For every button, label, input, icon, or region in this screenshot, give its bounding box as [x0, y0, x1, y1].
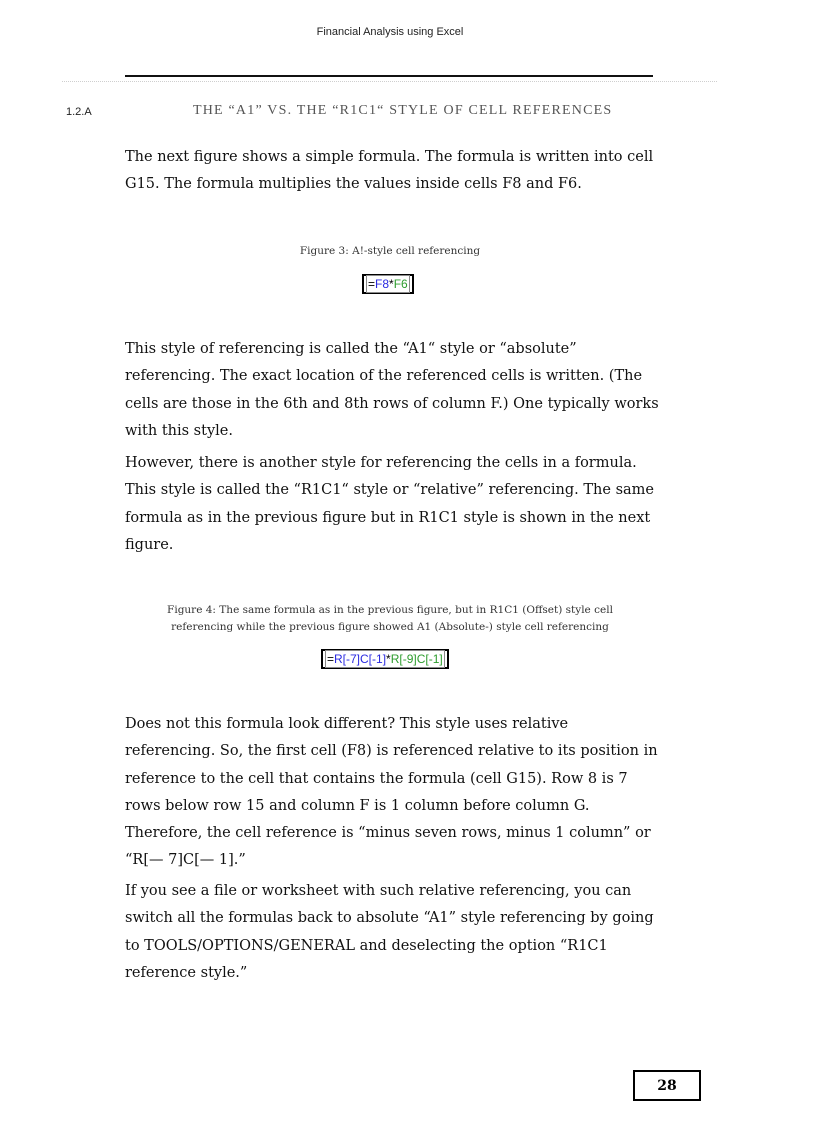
formula-ref-1: R[-7]C[-1] — [334, 652, 387, 666]
formula-equals: = — [327, 652, 335, 666]
formula-ref-2: R[-9]C[-1] — [390, 652, 443, 666]
figure-4-caption: Figure 4: The same formula as in the previous figure, but in R1C1 (Offset) style cell referencing while the previous figure showed A1 (Absolute-) style cell referencing — [167, 604, 613, 633]
page-number: 28 — [633, 1070, 701, 1101]
dotted-divider — [62, 81, 717, 82]
header-rule — [125, 75, 653, 77]
formula-ref-2: F6 — [393, 277, 408, 291]
paragraph-a1-style: This style of referencing is called the “A1“ style or “absolute” referencing. The exact location of the referenced cells is written. (The cells are those in the 6th and 8th rows of column F.) One typically works with this style. — [125, 341, 659, 439]
paragraph-intro: The next figure shows a simple formula. The formula is written into cell G15. The formula multiplies the values inside cells F8 and F6. — [125, 149, 654, 193]
figure-3-formula — [362, 274, 414, 294]
formula-ref-1: F8 — [375, 277, 390, 291]
running-header: Financial Analysis using Excel — [316, 26, 464, 38]
formula-equals: = — [368, 277, 376, 291]
formula-operator: * — [389, 277, 394, 291]
paragraph-r1c1-style: However, there is another style for referencing the cells in a formula. This style is called the “R1C1“ style or “relative” referencing. The same formula as in the previous figure but in R1C1 style is shown in the next figure. — [125, 455, 654, 553]
paragraph-explanation: Does not this formula look different? This style uses relative referencing. So, the first cell (F8) is referenced relative to its position in reference to the cell that contains the formula (cell G15). Row 8 is 7 rows below row 15 and column F is 1 column before column G. Therefore, the cell reference is “minus seven rows, minus 1 column” or “R[— 7]C[— 1].” — [125, 716, 658, 869]
paragraph-switch-back: If you see a file or worksheet with such relative referencing, you can switch all the formulas back to absolute “A1” style referencing by going to TOOLS/OPTIONS/GENERAL and deselecting the option “R1C1 reference style.” — [125, 883, 654, 981]
figure-4-formula — [321, 649, 449, 669]
figure-3-caption: Figure 3: A!-style cell referencing — [299, 245, 481, 257]
section-number: 1.2.A — [66, 106, 92, 118]
formula-operator: * — [386, 652, 391, 666]
section-title: THE “A1” VS. THE “R1C1“ STYLE OF CELL REFERENCES — [193, 103, 613, 118]
